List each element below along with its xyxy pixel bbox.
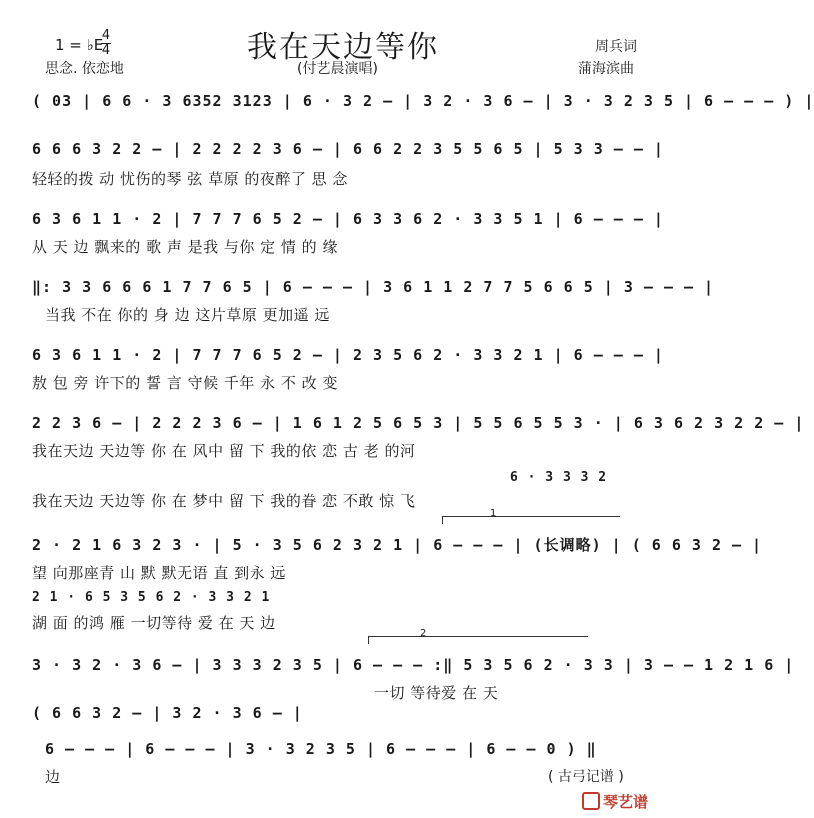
site-logo-text: 琴艺谱 — [602, 793, 648, 811]
score-row-7-lyric: 望 向那座青 山 默 默无语 直 到永 远 — [32, 564, 286, 582]
score-row-11-lyric: 边 — [45, 768, 61, 786]
score-row-8-lyric: 湖 面 的鸿 雁 一切等待 爱 在 天 边 — [32, 614, 276, 632]
score-row-9-lyric: 一切 等待爱 在 天 — [374, 684, 499, 702]
score-row-3-notes: ‖: 3 3 6 6 6 1 7 7 6 5 | 6 – – – | 3 6 1 1 2 7 7 5 6 6 5 | 3 – – – | — [32, 278, 715, 296]
score-row-7-notes: 2 · 2 1 6 3 2 3 · | 5 · 3 5 6 2 3 2 1 | 6 – – – | (长调略) | ( 6 6 3 2 – | — [32, 536, 763, 554]
lyricist: 周兵词 — [595, 39, 637, 55]
score-row-intro: ( 03 | 6 6 · 3 6352 3123 | 6 · 3 2 – | 3 2 · 3 6 – | 3 · 3 2 3 5 | 6 – – – ) | — [32, 92, 814, 110]
song-title: 我在天边等你 — [247, 30, 439, 65]
score-row-6-lyric: 我在天边 天边等 你 在 梦中 留 下 我的眷 恋 不敢 惊 飞 — [32, 492, 416, 510]
time-signature-bottom: 4 — [101, 43, 111, 58]
score-row-1-notes: 6 6 6 3 2 2 – | 2 2 2 2 3 6 – | 6 6 2 2 3 5 5 6 5 | 5 3 3 – – | — [32, 140, 664, 158]
volta-1-bracket-left — [442, 516, 443, 524]
time-signature-top: 4 — [101, 28, 111, 43]
score-row-10-notes: ( 6 6 3 2 – | 3 2 · 3 6 – | — [32, 704, 303, 722]
score-row-8-notes: 2 1 · 6 5 3 5 6 2 · 3 3 2 1 — [32, 590, 271, 605]
performer-note: (付艺晨演唱) — [297, 61, 378, 77]
score-row-9-notes: 3 · 3 2 · 3 6 – | 3 3 3 2 3 5 | 6 – – – :‖ 5 3 5 6 2 · 3 3 | 3 – – 1 2 1 6 | — [32, 656, 795, 674]
transcriber-credit: ( 古弓记谱 ) — [548, 769, 624, 785]
alternate-notes: 6 · 3 3 3 2 — [510, 470, 608, 485]
expression-marking: 思念. 依恋地 — [45, 61, 124, 77]
score-row-1-lyric: 轻轻的拨 动 忧伤的琴 弦 草原 的夜醉了 思 念 — [32, 170, 348, 188]
volta-1-label: 1 — [490, 508, 497, 519]
volta-2-bracket — [368, 636, 588, 637]
score-row-2-notes: 6 3 6 1 1 · 2 | 7 7 7 6 5 2 – | 6 3 3 6 2 · 3 3 5 1 | 6 – – – | — [32, 210, 664, 228]
score-row-11-notes: 6 – – – | 6 – – – | 3 · 3 2 3 5 | 6 – – – | 6 – – 0 ) ‖ — [45, 740, 597, 758]
score-row-5-lyric: 我在天边 天边等 你 在 风中 留 下 我的依 恋 古 老 的河 — [32, 442, 416, 460]
score-row-4-notes: 6 3 6 1 1 · 2 | 7 7 7 6 5 2 – | 2 3 5 6 2 · 3 3 2 1 | 6 – – – | — [32, 346, 664, 364]
score-row-3-lyric: 当我 不在 你的 身 边 这片草原 更加遥 远 — [45, 306, 330, 324]
site-logo — [582, 791, 648, 812]
time-signature — [101, 30, 111, 57]
volta-2-label: 2 — [420, 628, 427, 639]
score-row-2-lyric: 从 天 边 飘来的 歌 声 是我 与你 定 情 的 缘 — [32, 238, 338, 256]
logo-icon — [582, 792, 600, 810]
score-row-4-lyric: 敖 包 旁 许下的 誓 言 守候 千年 永 不 改 变 — [32, 374, 338, 392]
volta-2-bracket-left — [368, 636, 369, 644]
key-signature: 1 = ♭E — [55, 36, 104, 54]
volta-1-bracket — [442, 516, 620, 517]
score-row-5-notes: 2 2 3 6 – | 2 2 2 3 6 – | 1 6 1 2 5 6 5 3 | 5 5 6 5 5 3 · | 6 3 6 2 3 2 2 – | — [32, 414, 805, 432]
composer: 蒲海滨曲 — [578, 61, 634, 77]
